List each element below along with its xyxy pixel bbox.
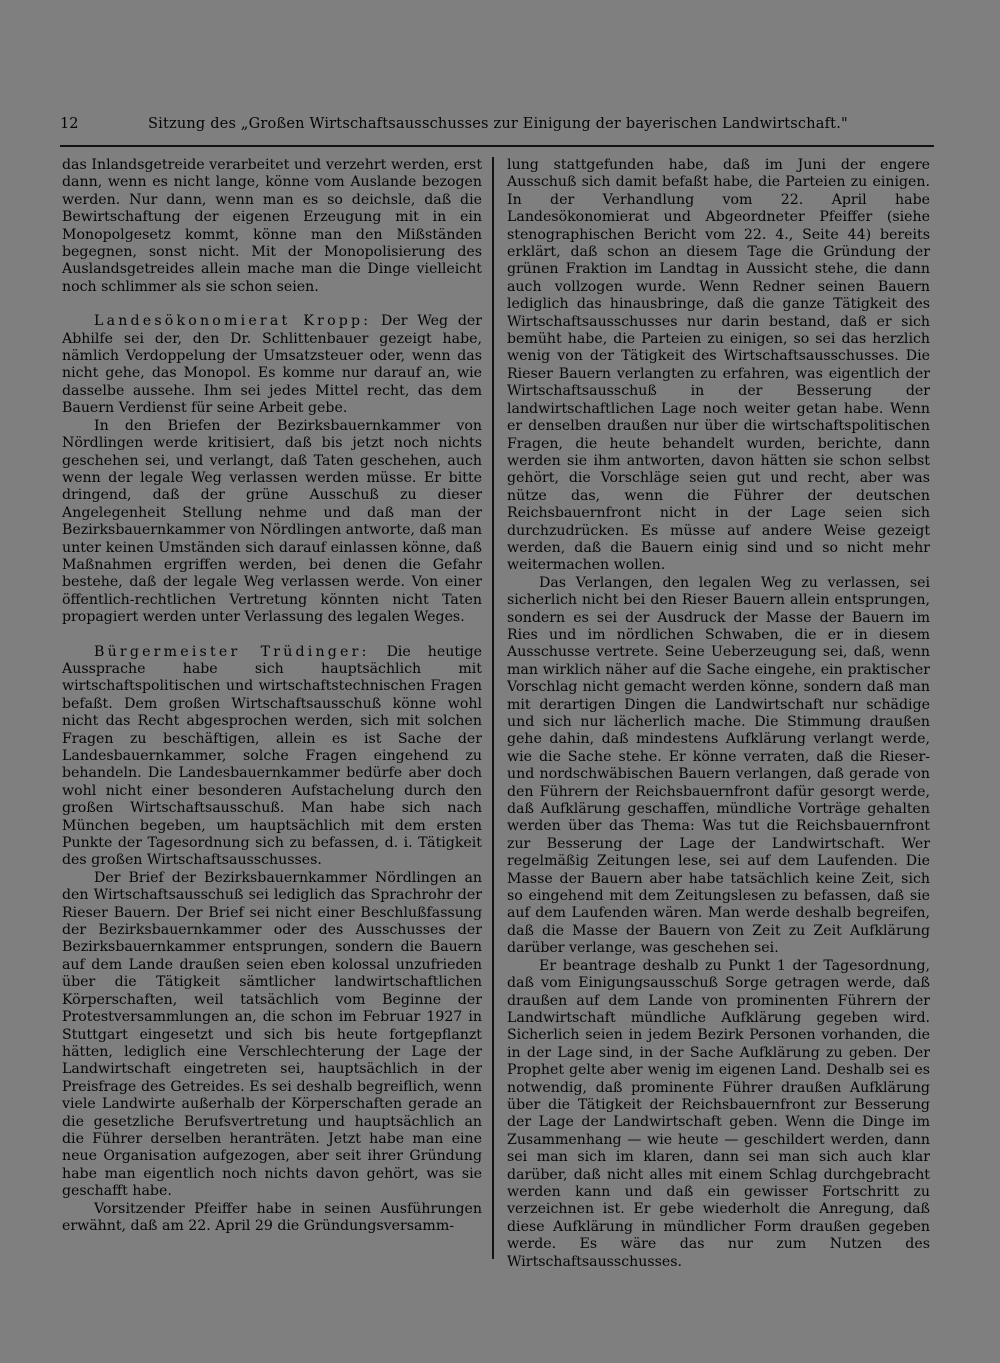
left-column bbox=[62, 157, 482, 1235]
speaker-paragraph bbox=[62, 313, 482, 417]
page-header bbox=[60, 116, 932, 132]
column-rule bbox=[492, 157, 494, 1259]
right-column bbox=[507, 157, 930, 1271]
paragraph: lung stattgefunden habe, daß im Juni der engere Ausschuß sich damit befaßt habe, die Parteien zu einigen. In der Verhandlung vom 22. April habe Landesökonomierat und Abgeordneter Pfeiffer (siehe stenographischen Bericht vom 22. 4., Seite 44) bereits erklärt, daß schon an diesem Tage die Gründung der grünen Fraktion im Landtag in Aussicht stehe, die dann auch vollzogen wurde. Wenn Redner seinen Bauern lediglich das hinausbringe, daß die ganze Tätigkeit des Wirtschaftsausschusses nur darin bestand, daß er sich bemüht habe, die Parteien zu einigen, so sei das herzlich wenig von der Tätigkeit des Wirtschaftsausschusses. Die Rieser Bauern verlangten zu erfahren, was eigentlich der Wirtschaftsausschuß in der Besserung der landwirtschaftlichen Lage noch weiter getan habe. Wenn er denselben draußen nur über die wirtschaftspolitischen Fragen, die heute behandelt wurden, berichte, dann werden sie ihm antworten, davon hätten sie schon selbst gehört, die Vorschläge seien gut und recht, aber was nütze das, wenn die Führer der deutschen Reichsbauernfront nicht in der Lage seien sich durchzudrücken. Es müsse auf andere Weise gezeigt werden, daß die Bauern einig sind und so nicht mehr weitermachen wollen. bbox=[507, 157, 930, 574]
paragraph: Der Brief der Bezirksbauernkammer Nördlingen an den Wirtschaftsausschuß sei lediglich das Sprachrohr der Rieser Bauern. Der Brief sei nicht einer Beschlußfassung der Bezirksbauernkammer oder des Ausschusses der Bezirksbauernkammer entsprungen, sondern die Bauern auf dem Lande draußen seien eben kolossal unzufrieden über die Tätigkeit sämtlicher landwirtschaftlichen Körperschaften, weil tatsächlich vom Beginne der Protestversammlungen an, die schon im Februar 1927 in Stuttgart eingesetzt und sich bis heute fortgepflanzt hätten, lediglich eine Verschlechterung der Lage der Landwirtschaft eingetreten sei, hauptsächlich in der Preisfrage des Getreides. Es sei deshalb begreiflich, wenn viele Landwirte außerhalb der Körperschaften gerade an die gesetzliche Berufsvertretung und hauptsächlich an die Führer derselben heranträten. Jetzt habe man eine neue Organisation aufgezogen, aber seit ihrer Gründung habe man eigentlich noch nichts davon gehört, was sie geschafft habe. bbox=[62, 869, 482, 1200]
paragraph-text: Die heutige Aussprache habe sich hauptsächlich mit wirtschaftspolitischen und wirtschaftstechnischen Fragen befaßt. Dem großen Wirtschaftsausschuß könne wohl nicht das Recht abgesprochen werden, sich mit solchen Fragen zu beschäftigen, allein es ist Sache der Landesbauernkammer, solche Fragen eingehend zu behandeln. Die Landesbauernkammer bedürfe aber doch wohl nicht einer besonderen Aufstachelung durch den großen Wirtschaftsausschuß. Man habe sich nach München begeben, um hauptsächlich mit dem ersten Punkte der Tagesordnung sich zu befassen, d. i. Tätigkeit des großen Wirtschaftsausschusses. bbox=[62, 643, 483, 869]
paragraph-text: Der Weg der Abhilfe sei der, den Dr. Schlittenbauer gezeigt habe, nämlich Verdoppelung der Umsatzsteuer oder, wenn das nicht gehe, das Monopol. Es komme nur darauf an, wie dasselbe aussehe. Ihm sei jedes Mittel recht, das dem Bauern Verdienst für seine Arbeit gebe. bbox=[62, 313, 482, 417]
speaker-name: Landesökonomierat Kropp: bbox=[94, 313, 372, 330]
running-title: Sitzung des „Großen Wirtschaftsausschusses zur Einigung der bayerischen Landwirtschaft." bbox=[148, 116, 848, 132]
header-rule bbox=[60, 145, 934, 147]
page-number: 12 bbox=[60, 116, 79, 132]
paragraph: das Inlandsgetreide verarbeitet und verzehrt werden, erst dann, wenn es nicht lange, könne vom Auslande bezogen werden. Nur dann, wenn man es so deichsle, daß die Bewirtschaftung der eigenen Erzeugung mit in ein Monopolgesetz kommt, könne man den Mißständen begegnen, sonst nicht. Mit der Monopolisierung des Auslandsgetreides allein mache man die Dinge vielleicht noch schlimmer als sie schon seien. bbox=[62, 157, 482, 295]
speaker-name: Bürgermeister Trüdinger: bbox=[94, 643, 370, 660]
paragraph: In den Briefen der Bezirksbauernkammer von Nördlingen werde kritisiert, daß bis jetzt noch nichts geschehen sei, und verlangt, daß Taten geschehen, auch wenn der legale Weg verlassen werden müsse. Er bitte dringend, daß der grüne Ausschuß zu dieser Angelegenheit Stellung nehme und daß man der Bezirksbauernkammer von Nördlingen antworte, daß man unter keinen Umständen sich darauf einlassen könne, daß Maßnahmen ergriffen werden, bei denen die Gefahr bestehe, daß der legale Weg verlassen werde. Von einer öffentlich-rechtlichen Vertretung könnten nicht Taten propagiert werden unter Verlassung des legalen Weges. bbox=[62, 417, 482, 626]
paragraph: Er beantrage deshalb zu Punkt 1 der Tagesordnung, daß vom Einigungsausschuß Sorge getragen werde, daß draußen auf dem Lande von prominenten Führern der Landwirtschaft mündliche Aufklärung gegeben wird. Sicherlich seien in jedem Bezirk Personen vorhanden, die in der Lage sind, in der Sache Aufklärung zu geben. Der Prophet gelte aber wenig im eigenen Land. Deshalb sei es notwendig, daß prominente Führer draußen Aufklärung über die Tätigkeit der Reichsbauernfront zur Besserung der Lage der Landwirtschaft geben. Wenn die Dinge im Zusammenhang — wie heute — geschildert werden, dann sei man sich im klaren, dann sei man sich auch klar darüber, daß nicht alles mit einem Schlag durchgebracht werden kann und daß ein gewisser Fortschritt zu verzeichnen ist. Er gebe wiederholt die Anregung, daß diese Aufklärung in mündlicher Form draußen gegeben werde. Es wäre das nur zum Nutzen des Wirtschaftsausschusses. bbox=[507, 957, 930, 1270]
speaker-paragraph bbox=[62, 644, 482, 870]
paragraph: Vorsitzender Pfeiffer habe in seinen Ausführungen erwähnt, daß am 22. April 29 die Gründungsversamm- bbox=[62, 1200, 482, 1234]
paragraph: Das Verlangen, den legalen Weg zu verlassen, sei sicherlich nicht bei den Rieser Bauern allein entsprungen, sondern es sei der Ausdruck der Masse der Bauern im Ries und im nördlichen Schwaben, die er in diesem Ausschusse vertrete. Seine Ueberzeugung sei, daß, wenn man wirklich näher auf die Sache eingehe, ein praktischer Vorschlag nicht gemacht werden könne, sondern daß man mit derartigen Dingen die Landwirtschaft nur schädige und sich nur lächerlich mache. Die Stimmung draußen gehe dahin, daß mindestens Aufklärung verlangt werde, wie die Sache stehe. Er könne verraten, daß die Rieser- und nordschwäbischen Bauern verlangen, daß gerade von den Führern der Reichsbauernfront dafür gesorgt werde, daß Aufklärung geschaffen, mündliche Vorträge gehalten werden über das Thema: Was tut die Reichsbauernfront zur Besserung der Lage der Landwirtschaft. Wer regelmäßig Zeitungen lese, sei auf dem Laufenden. Die Masse der Bauern aber habe tatsächlich keine Zeit, sich so eingehend mit dem Zeitungslesen zu befassen, daß sie auf dem Laufenden wären. Man werde deshalb begreifen, daß die Masse der Bauern von Zeit zu Zeit Aufklärung darüber verlange, was geschehen sei. bbox=[507, 574, 930, 957]
